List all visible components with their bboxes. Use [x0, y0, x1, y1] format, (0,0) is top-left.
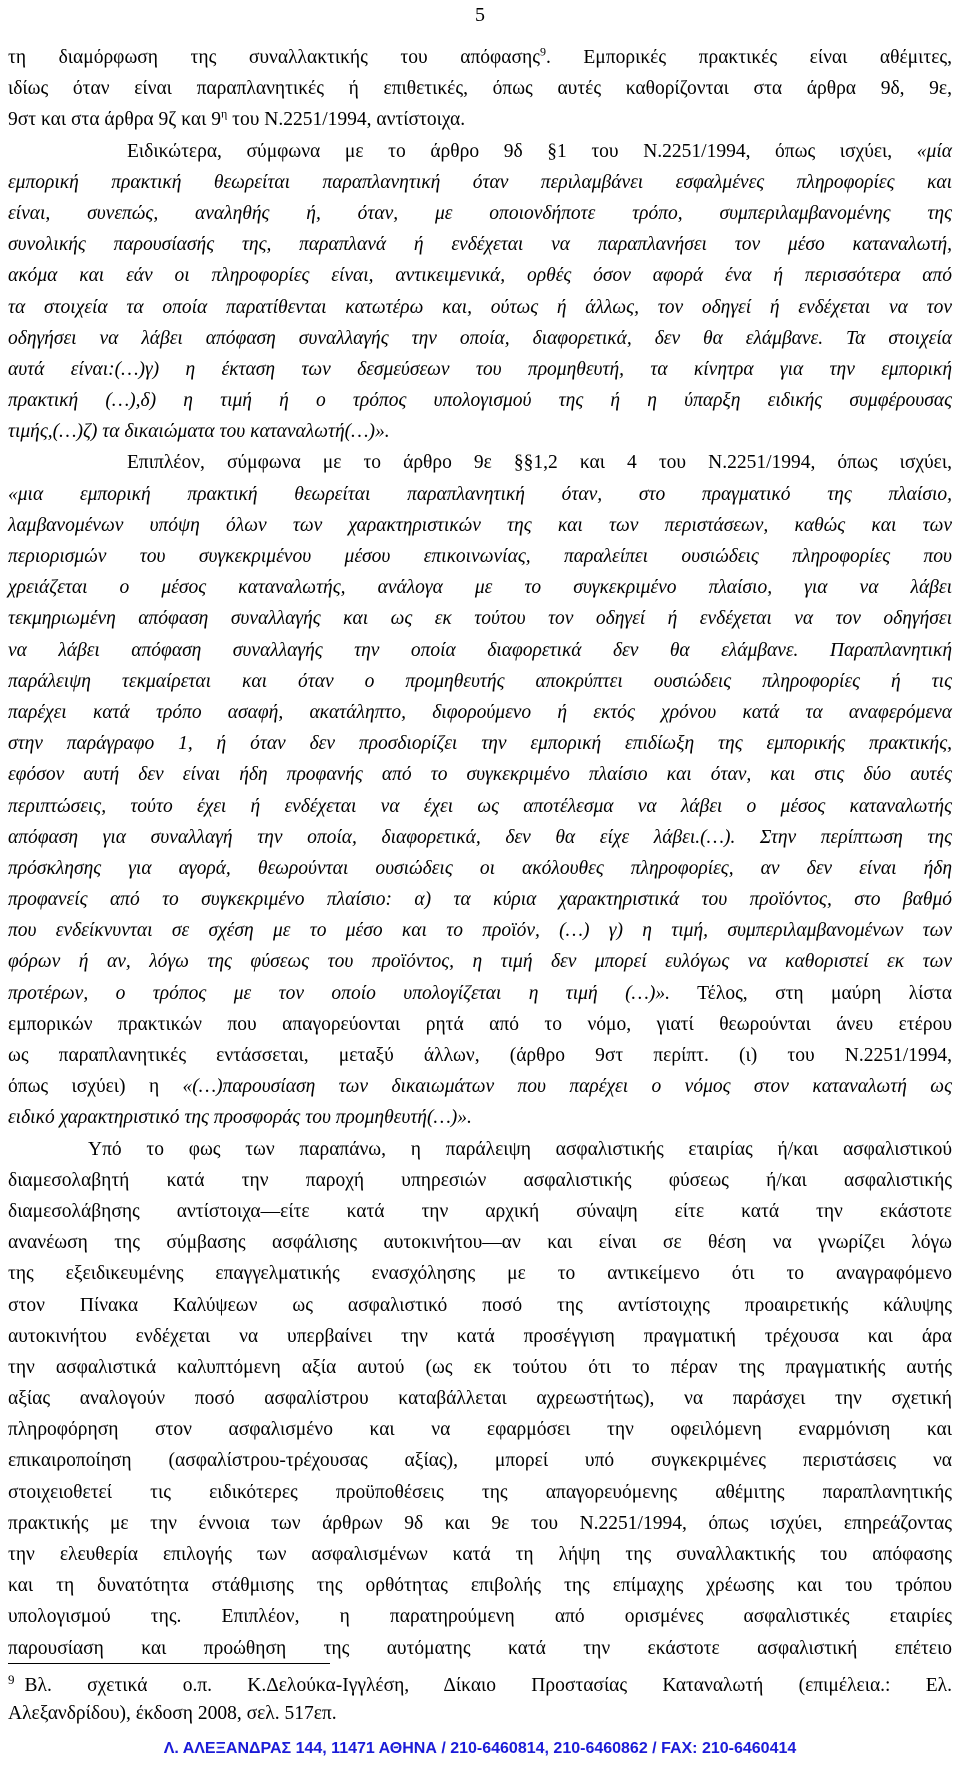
text-line: στον Πίνακα Καλύψεων ως ασφαλιστικό ποσό της αντίστοιχης προαιρετικής κάλυψης — [8, 1294, 952, 1316]
text-line: διαμεσολαβητή κατά την παροχή υπηρεσιών ασφαλιστικής φύσεως ή/και ασφαλιστικής — [8, 1169, 952, 1191]
text-line: απόφαση για συναλλαγή την οποία, διαφορετικά, δεν θα είχε λάβει.(…). Στην περίπτωση της — [8, 826, 952, 848]
text-line: να λάβει απόφαση συναλλαγής την οποία διαφορετικά δεν θα ελάμβανε. Παραπλανητική — [8, 639, 952, 661]
text-line: πρακτικής με την έννοια των άρθρων 9δ και 9ε του Ν.2251/1994, όπως ισχύει, επηρεάζοντας — [8, 1512, 952, 1534]
text-line: συνολικής παρουσίασής της, παραπλανά ή ενδέχεται να παραπλανήσει τον μέσο καταναλωτή, — [8, 234, 952, 256]
text-line: προτέρων, ο τρόπος με τον οποίο υπολογίζεται η τιμή (…)». Τέλος, στη μαύρη λίστα — [8, 982, 952, 1004]
text-line: τεκμηριωμένη απόφαση συναλλαγής και ως εκ τούτου τον οδηγεί ή ενδέχεται να τον οδηγήσει — [8, 608, 952, 630]
text-line: πρακτική (…),δ) η τιμή ή ο τρόπος υπολογισμού της ή η ύπαρξη ειδικής συμφέρουσας — [8, 390, 952, 412]
text-line: ιδίως όταν είναι παραπλανητικές ή επιθετικές, όπως αυτές καθορίζονται στα άρθρα 9δ, 9ε, — [8, 78, 952, 100]
text-line: λαμβανομένων υπόψη όλων των χαρακτηριστικών της και των περιστάσεων, καθώς και των — [8, 514, 952, 536]
text-line: της εξειδικευμένης επαγγελματικής ενασχόλησης με το αντικείμενο ότι το αναγραφόμενο — [8, 1263, 952, 1285]
footnote-divider — [8, 1663, 330, 1664]
text-line: που ενδείκνυνται σε σχέση με το μέσο και το προϊόν, (…) γ) η τιμή, συμπεριλαμβανομένων των — [8, 920, 952, 942]
text-line: πρόσκλησης για αγορά, θεωρούνται ουσιώδεις οι ακόλουθες πληροφορίες, αν δεν είναι ήδη — [8, 857, 952, 879]
text-line: παράλειψη τεκμαίρεται και όταν ο προμηθευτής αποκρύπτει ουσιώδεις πληροφορίες ή τις — [8, 670, 952, 692]
page-number: 5 — [475, 4, 485, 26]
text-line: οδηγήσει να λάβει απόφαση συναλλαγής την οποία, διαφορετικά, δεν θα ελάμβανε. Τα στοιχεία — [8, 327, 952, 349]
text-line: Επιπλέον, σύμφωνα με το άρθρο 9ε §§1,2 και 4 του Ν.2251/1994, όπως ισχύει, — [127, 452, 952, 474]
footnote-line — [8, 1672, 952, 1700]
text-line: εμπορική πρακτική θεωρείται παραπλανητική όταν περιλαμβάνει εσφαλμένες πληροφορίες και — [8, 171, 952, 193]
text-line: διαμεσολάβησης αντίστοιχα—είτε κατά την αρχική σύναψη είτε κατά την εκάστοτε — [8, 1200, 952, 1222]
text-line: και τη δυνατότητα στάθμισης της ορθότητας επιβολής της επίμαχης χρέωσης και του τρόπου — [8, 1575, 952, 1597]
text-line: αξίας αναλογούν ποσό ασφαλίστρου καταβάλλεται αχρεωστήτως), να παράσχει την σχετική — [8, 1388, 952, 1410]
footnote-mark: 9 — [8, 1671, 15, 1687]
text-line: εμπορικών πρακτικών που απαγορεύονται ρητά από το νόμο, γιατί θεωρούνται άνευ ετέρου — [8, 1013, 952, 1035]
footnote-text: Βλ. σχετικά ο.π. Κ.Δελούκα-Ιγγλέση, Δίκαιο Προστασίας Καταναλωτή (επιμέλεια.: Ελ. — [24, 1675, 952, 1696]
page-footer: Λ. ΑΛΕΞΑΝΔΡΑΣ 144, 11471 ΑΘΗΝΑ / 210-6460814, 210-6460862 / FAX: 210-6460414 — [163, 1740, 797, 1757]
text-line: Υπό το φως των παραπάνω, η παράλειψη ασφαλιστικής εταιρίας ή/και ασφαλιστικού — [88, 1138, 952, 1160]
text-line: ανανέωση της σύμβασης ασφάλισης αυτοκινήτου—αν και είναι σε θέση να γνωρίζει λόγω — [8, 1232, 952, 1254]
text-line: την ελευθερία επιλογής των ασφαλισμένων κατά τη λήψη της συναλλακτικής του απόφασης — [8, 1544, 952, 1565]
text-line: στην παράγραφο 1, ή όταν δεν προσδιορίζει την εμπορική επιδίωξη της εμπορικής πρακτικής, — [8, 733, 952, 755]
body-text — [8, 42, 952, 1664]
text-line: «μια εμπορική πρακτική θεωρείται παραπλανητική όταν, στο πραγματικό της πλαίσιο, — [8, 483, 952, 505]
text-line: προφανείς από το συγκεκριμένο πλαίσιο: α) τα κύρια χαρακτηριστικά του προϊόντος, στο βαθμό — [8, 889, 952, 911]
text-line: χρειάζεται ο μέσος καταναλωτής, ανάλογα με το συγκεκριμένο πλαίσιο, για να λάβει — [8, 577, 952, 599]
text-line: υπολογισμού της. Επιπλέον, η παρατηρούμενη από ορισμένες ασφαλιστικές εταιρίες — [8, 1606, 952, 1628]
text-line: 9στ και στα άρθρα 9ζ και $9^\eta$ του Ν.2251/1994, αντίστοιχα. — [8, 106, 466, 131]
text-line: παρέχει κατά τρόπο ασαφή, ακατάληπτο, διφορούμενο ή εκτός χρόνου κατά τα αναφερόμενα — [8, 701, 952, 723]
text-line: την ασφαλιστικά καλυπτόμενη αξία αυτού (ως εκ τούτου ότι το πέραν της πραγματικής αυτής — [8, 1356, 952, 1378]
text-line: περιορισμών του συγκεκριμένου μέσου επικοινωνίας, παραλείπει ουσιώδεις πληροφορίες που — [8, 546, 952, 567]
text-line: είναι, συνεπώς, αναληθής ή, όταν, με οποιονδήποτε τρόπο, συμπεριλαμβανομένης της — [8, 202, 952, 224]
text-line: όπως ισχύει) η «(…)παρουσίαση των δικαιωμάτων που παρέχει ο νόμος στον καταναλωτή ως — [8, 1076, 952, 1098]
text-line: ακόμα και εάν οι πληροφορίες είναι, αντικειμενικά, ορθές όσον αφορά ένα ή περισσότερα από — [8, 265, 952, 287]
text-line: αυτά είναι:(…)γ) η έκταση των δεσμεύσεων του προμηθευτή, τα κίνητρα για την εμπορική — [8, 358, 952, 380]
text-line: στοιχειοθετεί τις ειδικότερες προϋποθέσεις της απαγορευόμενης αθέμιτης παραπλανητικής — [8, 1481, 952, 1503]
text-line: Ειδικώτερα, σύμφωνα με το άρθρο 9δ §1 του Ν.2251/1994, όπως ισχύει, «μία — [127, 140, 952, 162]
text-line: ειδικό χαρακτηριστικό της προσφοράς του προμηθευτή(…)». — [8, 1107, 472, 1129]
text-line: φόρων ή αν, λόγω της φύσεως του προϊόντος, η τιμή δεν μπορεί ευλόγως να καθοριστεί εκ των — [8, 951, 952, 973]
text-line: αυτοκινήτου ενδέχεται να υπερβαίνει την κατά προσέγγιση πραγματική τρέχουσα και άρα — [8, 1325, 952, 1347]
text-line: εφόσον αυτή δεν είναι ήδη προφανής από το συγκεκριμένο πλαίσιο και όταν, και στις δύο αυτές — [8, 764, 952, 786]
text-line: τιμής,(…)ζ) τα δικαιώματα του καταναλωτή(…)». — [8, 421, 390, 443]
text-line: τα στοιχεία τα οποία παρατίθενται κατωτέρω και, ούτως ή άλλως, τον οδηγεί ή ενδέχεται να τον — [8, 296, 952, 318]
text-line: τη διαμόρφωση της συναλλακτικής του απόφασης$^9$. Εμπορικές πρακτικές είναι αθέμιτες, — [8, 44, 952, 68]
text-line: επικαιροποίηση (ασφαλίστρου-τρέχουσας αξίας), μπορεί υπό συγκεκριμένες περιστάσεις να — [8, 1450, 952, 1472]
text-line: παρουσίαση και προώθηση της αυτόματης κατά την εκάστοτε ασφαλιστική επέτειο — [8, 1637, 952, 1659]
text-line: ως παραπλανητικές εντάσσεται, μεταξύ άλλων, (άρθρο 9στ περίπτ. (ι) του Ν.2251/1994, — [8, 1045, 952, 1066]
text-line: περιπτώσεις, τούτο έχει ή ενδέχεται να έχει ως αποτέλεσμα να λάβει ο μέσος καταναλωτής — [8, 795, 952, 817]
footnote — [8, 1672, 952, 1728]
footnote-line: Αλεξανδρίδου), έκδοση 2008, σελ. 517επ. — [8, 1703, 337, 1724]
text-line: πληροφόρηση στον ασφαλισμένο και να εφαρμόσει την οφειλόμενη εναρμόνιση και — [8, 1419, 952, 1441]
